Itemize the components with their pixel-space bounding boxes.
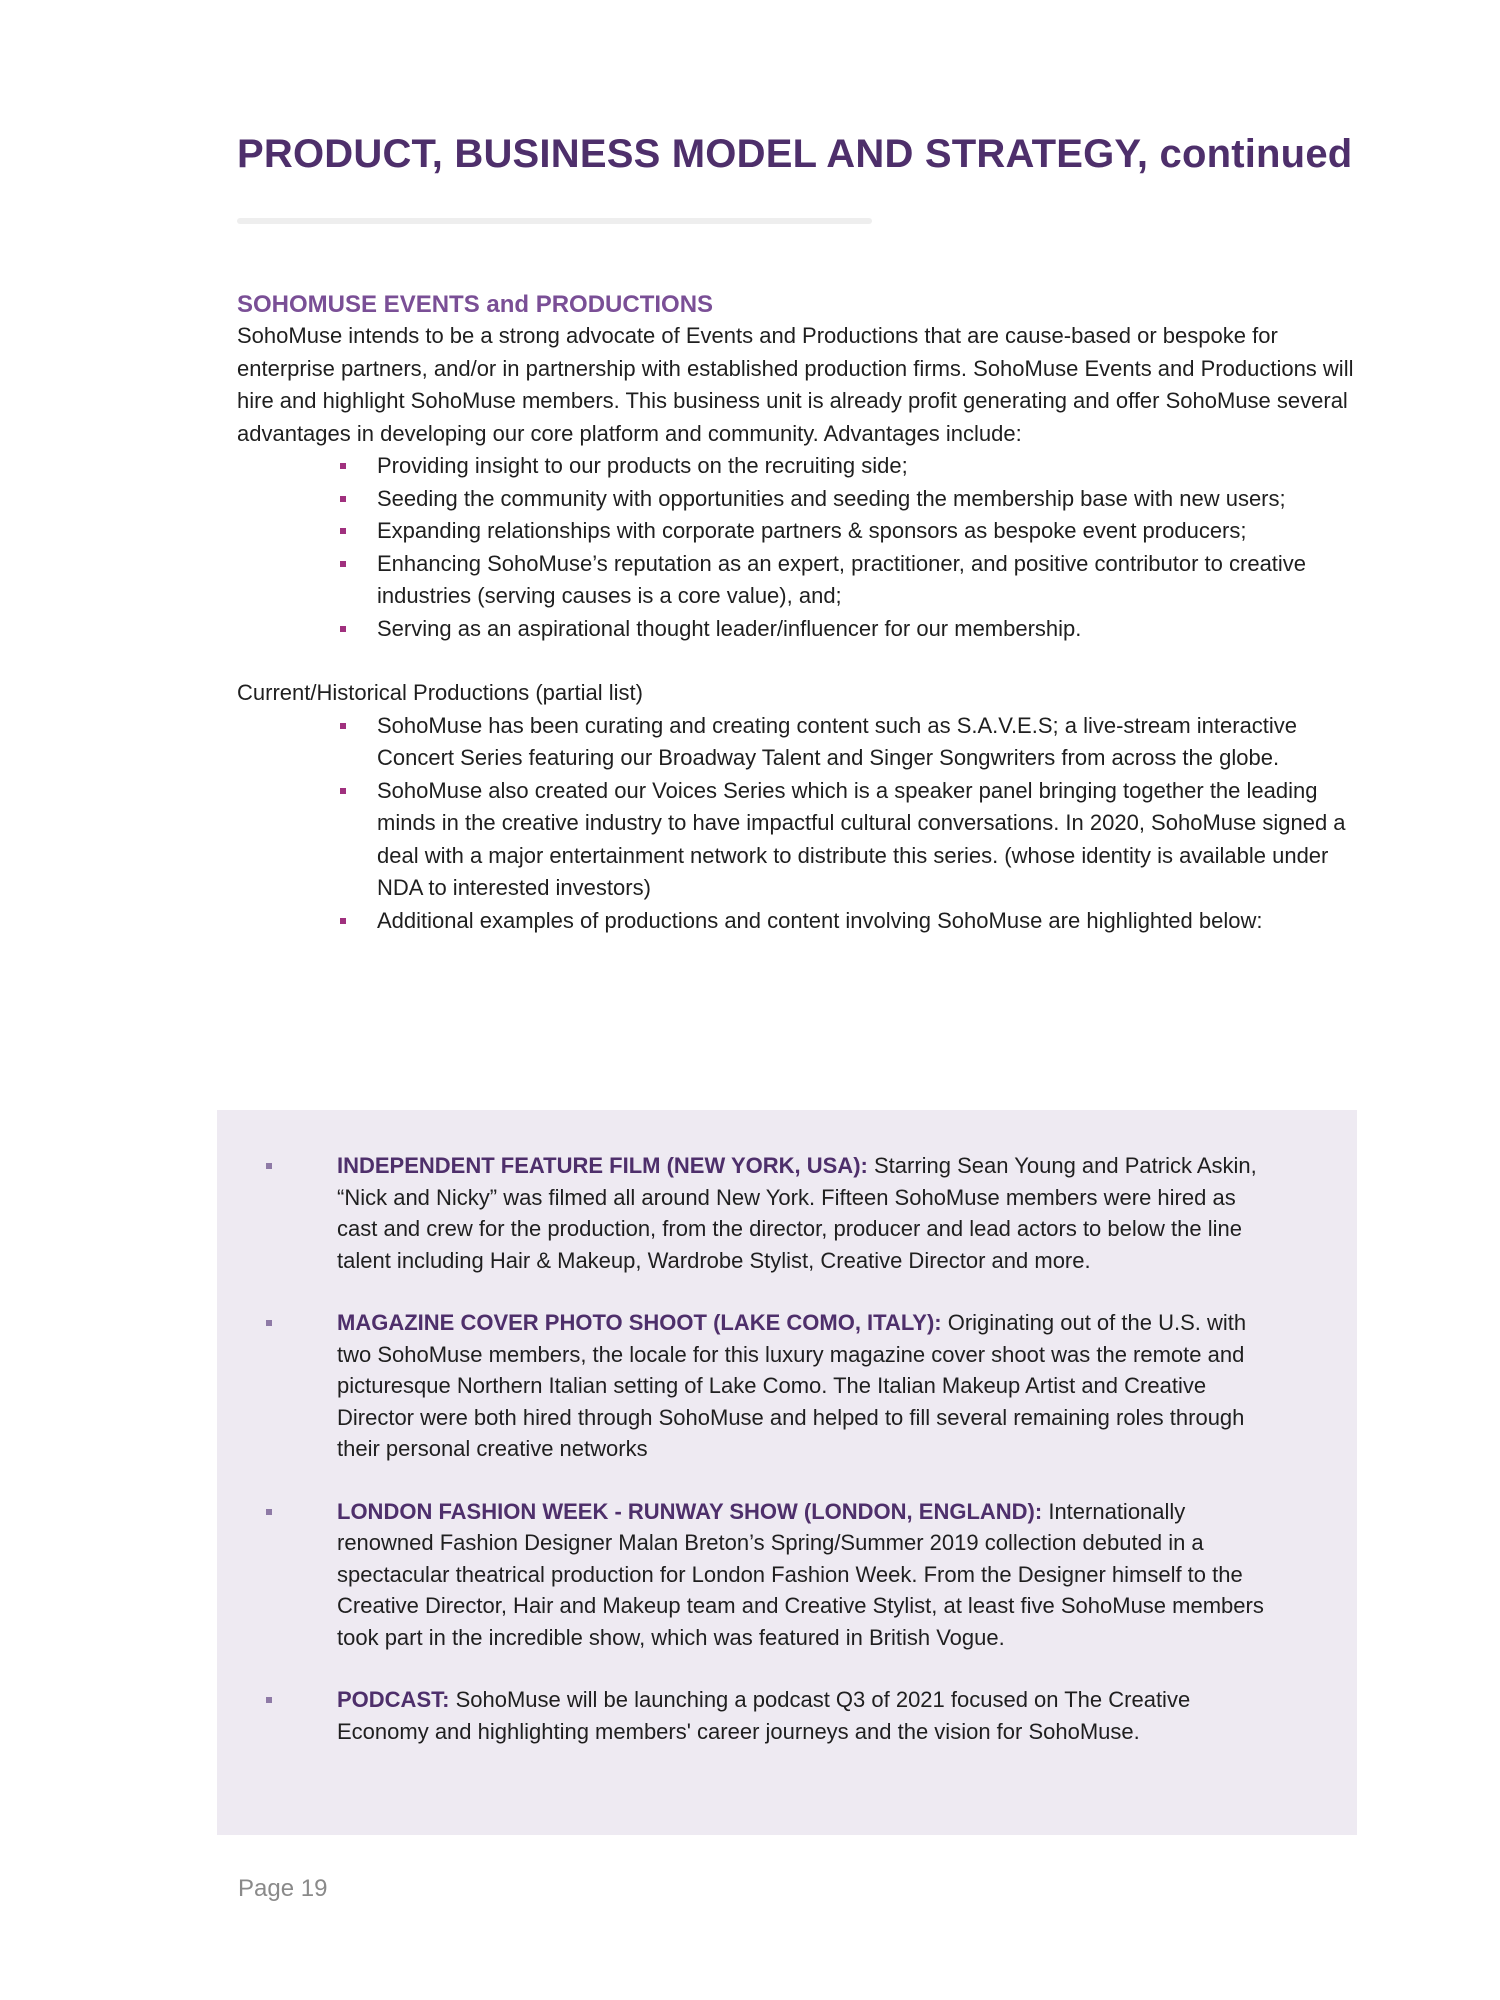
page-title: PRODUCT, BUSINESS MODEL AND STRATEGY, continued bbox=[237, 132, 1353, 176]
productions-heading: Current/Historical Productions (partial list) bbox=[237, 680, 643, 705]
highlights-box bbox=[217, 1110, 1357, 1835]
list-item: Additional examples of productions and content involving SohoMuse are highlighted below: bbox=[377, 905, 1357, 938]
highlight-item bbox=[337, 1307, 1277, 1465]
highlights-list bbox=[217, 1110, 1357, 1747]
list-item: Providing insight to our products on the recruiting side; bbox=[377, 450, 1357, 483]
highlight-text: Internationally renowned Fashion Designer Malan Breton’s Spring/Summer 2019 collection debuted in a spectacular theatrical production for London Fashion Week. From the Designer himself to the Creative Director, Hair and Makeup team and Creative Stylist, at least five SohoMuse members took part in the incredible show, which was featured in British Vogue. bbox=[337, 1498, 1264, 1650]
highlight-text: Originating out of the U.S. with two SohoMuse members, the locale for this luxury magazine cover shoot was the remote and picturesque Northern Italian setting of Lake Como. The Italian Makeup Artist and Creative Director were both hired through SohoMuse and helped to fill several remaining roles through their personal creative networks bbox=[337, 1310, 1247, 1461]
page-number: Page 19 bbox=[238, 1875, 328, 1902]
highlight-text: Starring Sean Young and Patrick Askin, “Nick and Nicky” was filmed all around New York. Fifteen SohoMuse members were hired as cast and crew for the production, from the director, producer and lead actors to below the line talent including Hair & Makeup, Wardrobe Stylist, Creative Director and more. bbox=[337, 1153, 1257, 1273]
highlight-lead: INDEPENDENT FEATURE FILM (NEW YORK, USA): bbox=[337, 1153, 868, 1178]
highlight-text: SohoMuse will be launching a podcast Q3 of 2021 focused on The Creative Economy and highlighting members' career journeys and the vision for SohoMuse. bbox=[337, 1687, 1191, 1744]
highlight-lead: LONDON FASHION WEEK - RUNWAY SHOW (LONDON, ENGLAND): bbox=[337, 1498, 1043, 1524]
highlight-item bbox=[337, 1150, 1277, 1276]
productions-list bbox=[237, 710, 1357, 938]
highlight-item bbox=[337, 1684, 1277, 1747]
highlight-lead: MAGAZINE COVER PHOTO SHOOT (LAKE COMO, ITALY): bbox=[337, 1310, 942, 1335]
advantages-list bbox=[237, 450, 1357, 645]
list-item: SohoMuse has been curating and creating content such as S.A.V.E.S; a live-stream interactive Concert Series featuring our Broadway Talent and Singer Songwriters from across the globe. bbox=[377, 710, 1357, 775]
highlight-lead: PODCAST: bbox=[337, 1687, 450, 1712]
events-productions-section bbox=[237, 290, 1357, 937]
highlight-item bbox=[337, 1496, 1277, 1654]
spacer bbox=[237, 645, 1357, 677]
section-heading: SOHOMUSE EVENTS and PRODUCTIONS bbox=[237, 291, 714, 318]
list-item: Serving as an aspirational thought leader/influencer for our membership. bbox=[377, 613, 1357, 646]
title-divider bbox=[237, 218, 872, 224]
section-intro: SohoMuse intends to be a strong advocate of Events and Productions that are cause-based or bespoke for enterprise partners, and/or in partnership with established production firms. SohoMuse Events and Productions will hire and highlight SohoMuse members. This business unit is already profit generating and offer SohoMuse several advantages in developing our core platform and community. Advantages include: bbox=[237, 323, 1354, 446]
list-item: SohoMuse also created our Voices Series which is a speaker panel bringing together the leading minds in the creative industry to have impactful cultural conversations. In 2020, SohoMuse signed a deal with a major entertainment network to distribute this series. (whose identity is available under NDA to interested investors) bbox=[377, 775, 1357, 905]
list-item: Enhancing SohoMuse’s reputation as an expert, practitioner, and positive contributor to creative industries (serving causes is a core value), and; bbox=[377, 548, 1357, 613]
list-item: Seeding the community with opportunities and seeding the membership base with new users; bbox=[377, 483, 1357, 516]
list-item: Expanding relationships with corporate partners & sponsors as bespoke event producers; bbox=[377, 515, 1357, 548]
